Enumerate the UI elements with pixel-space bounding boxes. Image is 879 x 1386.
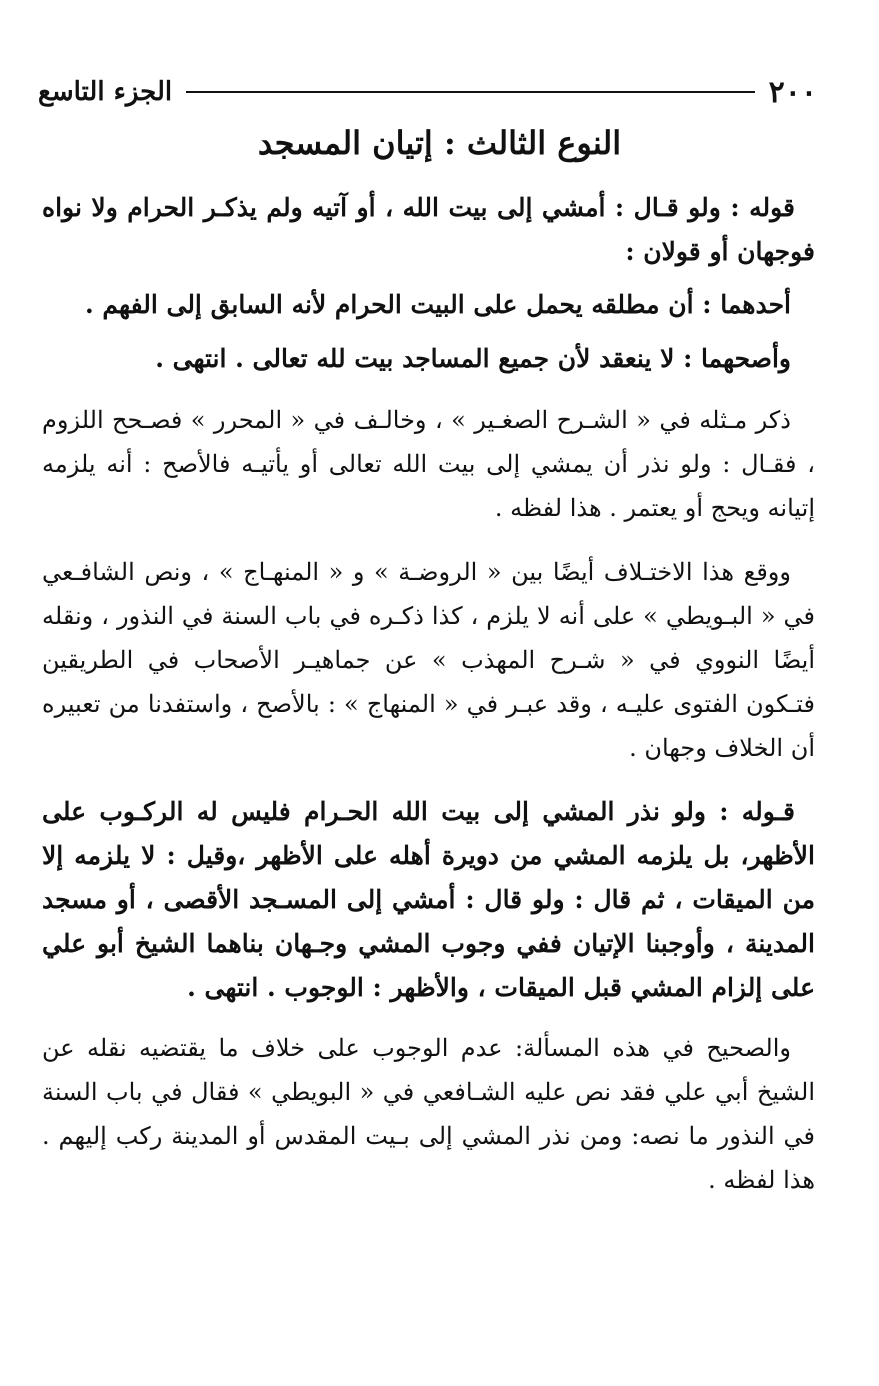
volume-title: الجزء التاسع [38, 77, 173, 107]
body-text [42, 186, 815, 1202]
commentary-paragraph-3: والصحيح في هذه المسألة: عدم الوجوب على خلاف ما يقتضيه نقله عن الشيخ أبي علي فقد نص عليه الشـافعي في « البويطي » فقال في باب السنة في النذور ما نصه: ومن نذر المشي إلى بـيت المقدس أو المدينة ركب إليهم . هذا لفظه . [42, 1034, 815, 1194]
commentary-paragraph-1: ذكر مـثله في « الشـرح الصغـير » ، وخالـف في « المحرر » فصـحح اللزوم ، فقـال : ولو نذر أن يمشي إلى بيت الله تعالى أو يأتيـه فالأصح : أنه يلزمه إتيانه ويحج أو يعتمر . هذا لفظه . [42, 406, 815, 522]
page-number: ٢٠٠ [768, 74, 817, 110]
section-title: النوع الثالث : إتيان المسجد [257, 124, 622, 162]
opinion-second: وأصحهما : لا ينعقد لأن جميع المساجد بيت لله تعالى . انتهى . [155, 344, 791, 373]
opinion-first: أحدهما : أن مطلقه يحمل على البيت الحرام لأنه السابق إلى الفهم . [85, 290, 791, 319]
quote-paragraph-1: قوله : ولو قـال : أمشي إلى بيت الله ، أو آتيه ولم يذكـر الحرام ولا نواه فوجهان أو قولان : [42, 193, 815, 266]
header-rule [186, 91, 755, 93]
page-header [38, 72, 817, 112]
quote-paragraph-2: قـوله : ولو نذر المشي إلى بيت الله الحـرام فليس له الركـوب على الأظهر، بل يلزمه المشي من دويرة أهله على الأظهر ،وقيل : لا يلزمه إلا من الميقات ، ثم قال : ولو قال : أمشي إلى المسـجد الأقصى ، أو مسجد المدينة ، وأوجبنا الإتيان ففي وجوب المشي وجـهان بناهما الشيخ أبو علي على إلزام المشي قبل الميقات ، والأظهر : الوجوب . انتهى . [42, 797, 815, 1002]
commentary-paragraph-2: ووقع هذا الاختـلاف أيضًا بين « الروضـة » و « المنهـاج » ، ونص الشافـعي في « البـويطي » على أنه لا يلزم ، كذا ذكـره في باب السنة في النذور ، ونقله أيضًا النووي في « شـرح المهذب » عن جماهيـر الأصحاب في الطريقين فتـكون الفتوى عليـه ، وقد عبـر في « المنهاج » : بالأصح ، واستفدنا من تعبيره أن الخلاف وجهان . [42, 558, 815, 762]
